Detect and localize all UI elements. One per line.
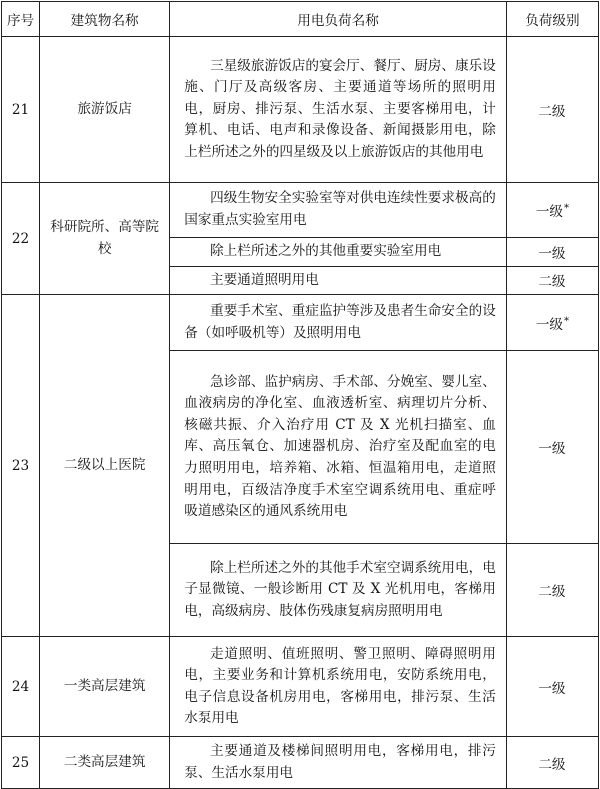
load-level: 一级 <box>538 441 566 458</box>
load-description: 重要手术室、重症监护等涉及患者生命安全的设备（如呼吸机等）及照明用电 <box>184 303 496 341</box>
load-description: 主要通道照明用电 <box>210 271 319 288</box>
row-number: 21 <box>2 37 40 183</box>
row-number: 24 <box>2 637 40 737</box>
table-row <box>2 183 599 238</box>
table-row <box>2 737 599 789</box>
load-description: 除上栏所述之外的其他手术室空调系统用电，电子显微镜、一般诊断用 CT 及 X 光机用电，客梯用电，高级病房、肢体伤残康复病房照明用电 <box>184 559 496 619</box>
level-mark: * <box>564 315 569 327</box>
header-building: 建筑物名称 <box>40 2 170 37</box>
load-description: 主要通道及楼梯间照明用电，客梯用电，排污泵、生活水泵用电 <box>184 743 496 781</box>
header-no: 序号 <box>2 2 40 37</box>
building-name: 二类高层建筑 <box>63 753 146 770</box>
load-description: 除上栏所述之外的其他重要实验室用电 <box>210 243 442 259</box>
row-number: 25 <box>2 737 40 789</box>
load-level: 一级 <box>538 245 566 262</box>
row-number: 23 <box>2 295 40 637</box>
building-name: 旅游饭店 <box>77 100 132 117</box>
load-description: 四级生物安全实验室等对供电连续性要求极高的国家重点实验室用电 <box>184 190 496 228</box>
load-level: 二级 <box>538 584 566 601</box>
load-level: 一级 <box>535 204 563 220</box>
row-number: 22 <box>2 183 40 295</box>
table-row <box>2 37 599 183</box>
load-description: 三星级旅游饭店的宴会厅、餐厅、厨房、康乐设施、门厅及高级客房、主要通道等场所的照明用电，厨房、排污泵、生活水泵、主要客梯用电，计算机、电话、电声和录像设备、新闻摄影用电，除上栏所述之外的四星级及以上旅游饭店的其他用电 <box>184 57 496 160</box>
load-level: 一级 <box>538 680 566 697</box>
building-name: 科研院所、高等院校 <box>50 219 160 257</box>
load-description: 急诊部、监护病房、手术部、分娩室、婴儿室、血液病房的净化室、血液透析室、病理切片分析、核磁共振、介入治疗用 CT 及 X 光机扫描室、血库、高压氧仓、加速器机房、治疗室及配血室的电力照明用电，培养箱、冰箱、恒温箱用电，走道照明用电，百级洁净度手术室空调系统用电、重症呼吸道感染区的通风系统用电 <box>184 373 496 520</box>
load-description: 走道照明、值班照明、警卫照明、障碍照明用电，主要业务和计算机系统用电，安防系统用电，电子信息设备机房用电，客梯用电，排污泵、生活水泵用电 <box>184 645 496 727</box>
table-row <box>2 295 599 351</box>
level-mark: * <box>564 203 569 214</box>
load-level: 二级 <box>538 274 566 291</box>
table-row <box>2 637 599 737</box>
load-level: 二级 <box>538 103 566 120</box>
building-name: 二级以上医院 <box>63 456 146 473</box>
header-row <box>2 2 599 37</box>
load-level: 一级 <box>535 316 563 333</box>
header-load: 用电负荷名称 <box>170 2 507 37</box>
building-name: 一类高层建筑 <box>63 677 146 694</box>
load-level: 二级 <box>538 756 566 773</box>
header-level: 负荷级别 <box>506 2 598 37</box>
load-level-table <box>1 1 599 789</box>
